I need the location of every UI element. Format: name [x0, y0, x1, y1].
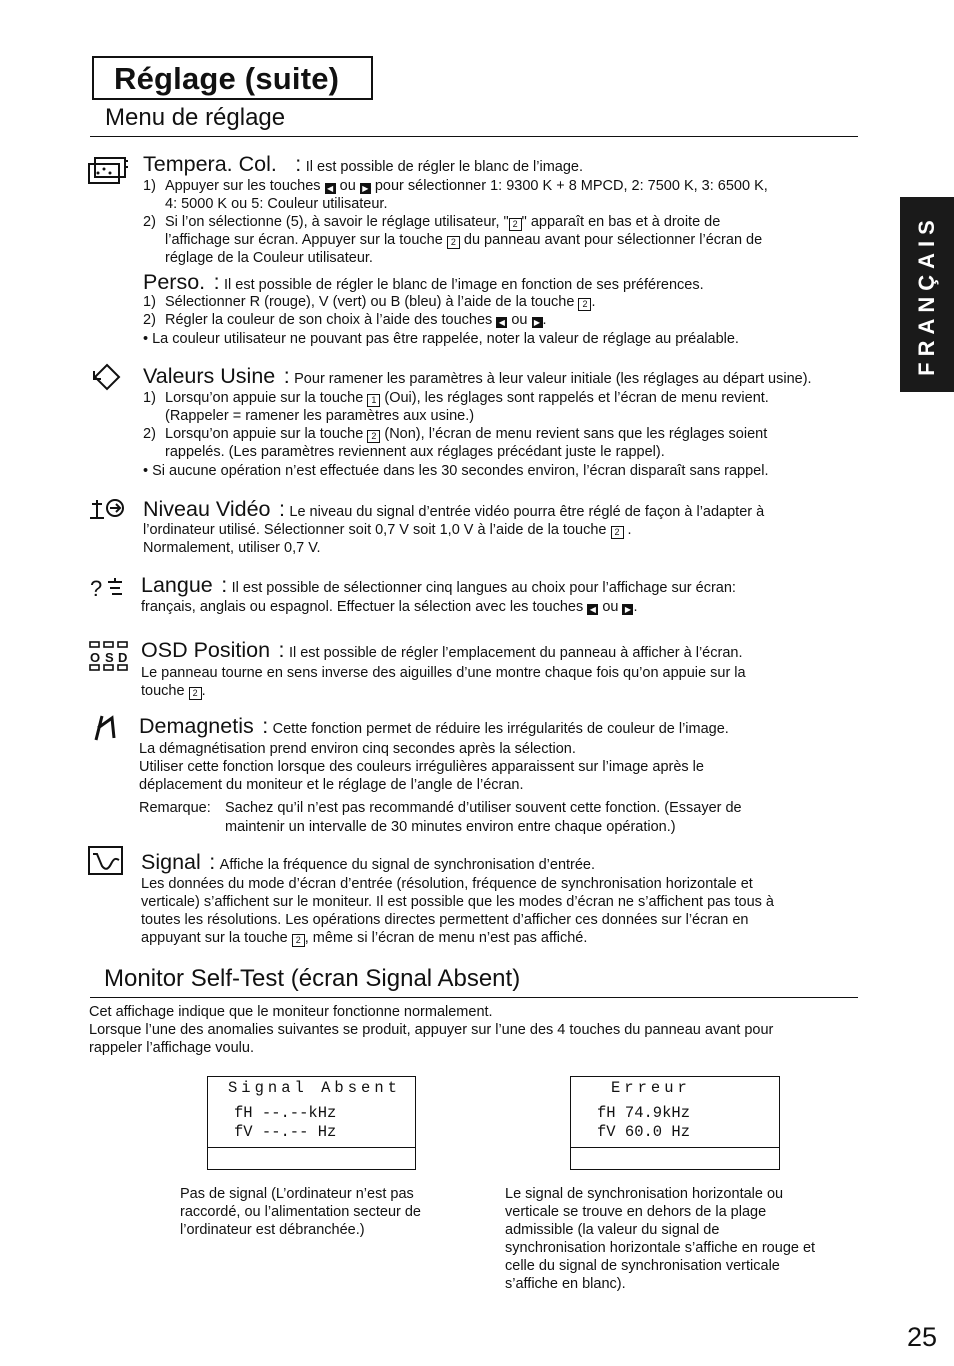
- svg-text:?: ?: [90, 576, 103, 600]
- screen-title: Signal Absent: [228, 1079, 401, 1097]
- language-side-tab: [900, 197, 954, 392]
- section-title-menu: Menu de réglage: [105, 104, 286, 131]
- signal-line-2: Les données du mode d’écran d’entrée (résolution, fréquence de synchronisation horizontale et: [141, 876, 753, 892]
- demag-line-2: La démagnétisation prend environ cinq secondes après la sélection.: [139, 741, 576, 757]
- perso-note: • La couleur utilisateur ne pouvant pas être rappelée, noter la valeur de réglage au préalable.: [143, 331, 739, 347]
- demag-title: Demagnetis: [139, 714, 254, 738]
- screen-divider: [208, 1147, 415, 1148]
- screen-divider: [571, 1147, 779, 1148]
- key-2-icon: 2: [447, 236, 460, 249]
- langue-desc: Il est possible de sélectionner cinq langues au choix pour l’affichage sur écran:: [231, 580, 736, 596]
- valeurs-item-1: 1) Lorsqu’on appuie sur la touche 1 (Oui), les réglages sont rappelés et l’écran de menu revient. (Rappeler = ramener les paramètres aux usine.): [143, 390, 769, 424]
- language-icon: [88, 574, 130, 600]
- demag-remark-label: Remarque:: [139, 800, 211, 816]
- video-level-icon: [88, 496, 128, 522]
- perso-item-1: 1) Sélectionner R (rouge), V (vert) ou B (bleu) à l’aide de la touche 2 .: [143, 294, 596, 310]
- caption-error: Le signal de synchronisation horizontale ou verticale se trouve en dehors de la plage admissible (la valeur du signal de synchronisation horizontale s’affiche en rouge et celle du signal de synchronisation verticale s’affiche en blanc).: [505, 1186, 816, 1292]
- color-temperature-icon: [88, 157, 130, 185]
- key-2-icon: 2: [509, 218, 522, 231]
- selftest-intro-1: Cet affichage indique que le moniteur fonctionne normalement.: [89, 1004, 493, 1020]
- right-key-icon: ▶: [532, 317, 543, 328]
- page-number: 25: [907, 1322, 938, 1352]
- key-2-icon: 2: [189, 687, 202, 700]
- perso-title: Perso.: [143, 270, 206, 294]
- osd-title: OSD Position: [141, 638, 271, 662]
- screen-fh: fH --.--kHz: [234, 1104, 337, 1122]
- signal-line-4: toutes les résolutions. Les opérations directes permettent d’afficher ces données sur l’écran en: [141, 912, 749, 928]
- langue-heading: Langue : Il est possible de sélectionner cinq langues au choix pour l’affichage sur écran:: [141, 573, 736, 597]
- signal-absent-screen: [207, 1076, 416, 1170]
- valeurs-heading: Valeurs Usine : Pour ramener les paramètres à leur valeur initiale (les réglages au départ usine).: [143, 364, 812, 388]
- caption-signal-absent: Pas de signal (L’ordinateur n’est pas raccordé, ou l’alimentation secteur de l’ordinateur est débranchée.): [180, 1186, 421, 1238]
- error-screen: [570, 1076, 780, 1170]
- demag-remark-2: maintenir un intervalle de 30 minutes environ entre chaque opération.): [225, 819, 676, 835]
- section-rule: [90, 136, 858, 137]
- factory-reset-icon: [92, 362, 122, 392]
- perso-desc: Il est possible de régler le blanc de l’image en fonction de ses préférences.: [224, 277, 704, 293]
- valeurs-title: Valeurs Usine: [143, 364, 276, 388]
- tempera-desc: Il est possible de régler le blanc de l’image.: [305, 159, 583, 175]
- screen-fv: fV --.-- Hz: [234, 1123, 337, 1141]
- right-key-icon: ▶: [360, 183, 371, 194]
- key-2-icon: 2: [578, 298, 591, 311]
- key-2-icon: 2: [292, 934, 305, 947]
- signal-line-5: appuyant sur la touche 2 , même si l’écran de menu n’est pas affiché.: [141, 930, 588, 946]
- niveau-line-3: Normalement, utiliser 0,7 V.: [143, 540, 321, 556]
- right-key-icon: ▶: [622, 604, 633, 615]
- osd-heading: OSD Position : Il est possible de régler l’emplacement du panneau à afficher à l’écran.: [141, 638, 743, 662]
- key-2-icon: 2: [611, 526, 624, 539]
- signal-title: Signal: [141, 850, 201, 874]
- svg-text:O: O: [90, 650, 101, 665]
- osd-position-icon: [88, 640, 130, 672]
- tempera-item-1: 1) Appuyer sur les touches ◀ ou ▶ pour sélectionner 1: 9300 K + 8 MPCD, 2: 7500 K, 3: 6500 K, 4: 5000 K ou 5: Couleur utilisateur.: [143, 178, 768, 212]
- page-title-box: [92, 56, 373, 100]
- svg-text:D: D: [118, 650, 128, 665]
- osd-line-2: Le panneau tourne en sens inverse des aiguilles d’une montre chaque fois qu’on appuie sur la: [141, 665, 746, 681]
- langue-title: Langue: [141, 573, 213, 597]
- tempera-heading: Tempera. Col. : Il est possible de régler le blanc de l’image.: [143, 152, 583, 176]
- osd-line-3: touche 2 .: [141, 683, 206, 699]
- page-title: Réglage (suite): [114, 61, 340, 96]
- screen-title: Erreur: [611, 1079, 691, 1097]
- demag-remark-1: Sachez qu’il n’est pas recommandé d’utiliser souvent cette fonction. (Essayer de: [225, 800, 742, 816]
- niveau-title: Niveau Vidéo: [143, 497, 271, 521]
- side-tab-label: FRANÇAIS: [914, 213, 939, 376]
- tempera-title: Tempera. Col.: [143, 152, 277, 176]
- tempera-item-2: 2) Si l’on sélectionne (5), à savoir le réglage utilisateur, " 2 " apparaît en bas et à droite de l’affichage sur écran. Appuyer sur la touche 2 du panneau avant pour sélectionner l’écran de réglage de la Couleur utilisateur.: [143, 214, 763, 266]
- demag-line-4: déplacement du moniteur et le réglage de l’angle de l’écran.: [139, 777, 524, 793]
- niveau-desc: Le niveau du signal d’entrée vidéo pourra être réglé de façon à l’adapter à: [289, 504, 765, 520]
- valeurs-item-2: 2) Lorsqu’on appuie sur la touche 2 (Non), l’écran de menu revient sans que les réglages soient rappelés. (Les paramètres reviennent aux réglages précédant juste le rappel).: [143, 426, 768, 460]
- demag-line-3: Utiliser cette fonction lorsque des couleurs irrégulières apparaissent sur l’image après le: [139, 759, 704, 775]
- osd-desc: Il est possible de régler l’emplacement du panneau à afficher à l’écran.: [288, 645, 743, 661]
- selftest-intro-2: Lorsque l’une des anomalies suivantes se produit, appuyer sur l’une des 4 touches du panneau avant pour: [89, 1022, 774, 1038]
- screen-fv: fV 60.0 Hz: [597, 1123, 691, 1141]
- perso-heading: Perso. : Il est possible de régler le blanc de l’image en fonction de ses préférences.: [143, 270, 704, 294]
- section-title-selftest: Monitor Self-Test (écran Signal Absent): [104, 965, 521, 992]
- svg-text:S: S: [105, 650, 114, 665]
- signal-icon: [88, 846, 124, 876]
- signal-line-3: verticale) s’affichent sur le moniteur. Il est possible que les modes d’écran ne s’affichent pas tous à: [141, 894, 774, 910]
- demagnetize-icon: [90, 710, 124, 744]
- key-2-icon: 2: [367, 430, 380, 443]
- niveau-line-2: l’ordinateur utilisé. Sélectionner soit 0,7 V soit 1,0 V à l’aide de la touche 2 .: [143, 522, 632, 538]
- demag-heading: Demagnetis : Cette fonction permet de réduire les irrégularités de couleur de l’image.: [139, 714, 729, 738]
- key-1-icon: 1: [367, 394, 380, 407]
- valeurs-desc: Pour ramener les paramètres à leur valeur initiale (les réglages au départ usine).: [294, 371, 812, 387]
- selftest-intro-3: rappeler l’affichage voulu.: [89, 1040, 254, 1056]
- perso-item-2: 2) Régler la couleur de son choix à l’aide des touches ◀ ou ▶ .: [143, 312, 547, 328]
- valeurs-note: • Si aucune opération n’est effectuée dans les 30 secondes environ, l’écran disparaît sans rappel.: [143, 463, 769, 479]
- section-rule: [90, 997, 858, 998]
- signal-heading: Signal : Affiche la fréquence du signal de synchronisation d’entrée.: [141, 850, 596, 874]
- left-key-icon: ◀: [325, 183, 336, 194]
- left-key-icon: ◀: [587, 604, 598, 615]
- demag-desc: Cette fonction permet de réduire les irrégularités de couleur de l’image.: [272, 721, 729, 737]
- screen-fh: fH 74.9kHz: [597, 1104, 691, 1122]
- left-key-icon: ◀: [496, 317, 507, 328]
- langue-line-2: français, anglais ou espagnol. Effectuer la sélection avec les touches ◀ ou ▶ .: [141, 599, 638, 615]
- niveau-heading: Niveau Vidéo : Le niveau du signal d’entrée vidéo pourra être réglé de façon à l’adapter à: [143, 497, 765, 521]
- signal-desc: Affiche la fréquence du signal de synchronisation d’entrée.: [219, 857, 596, 873]
